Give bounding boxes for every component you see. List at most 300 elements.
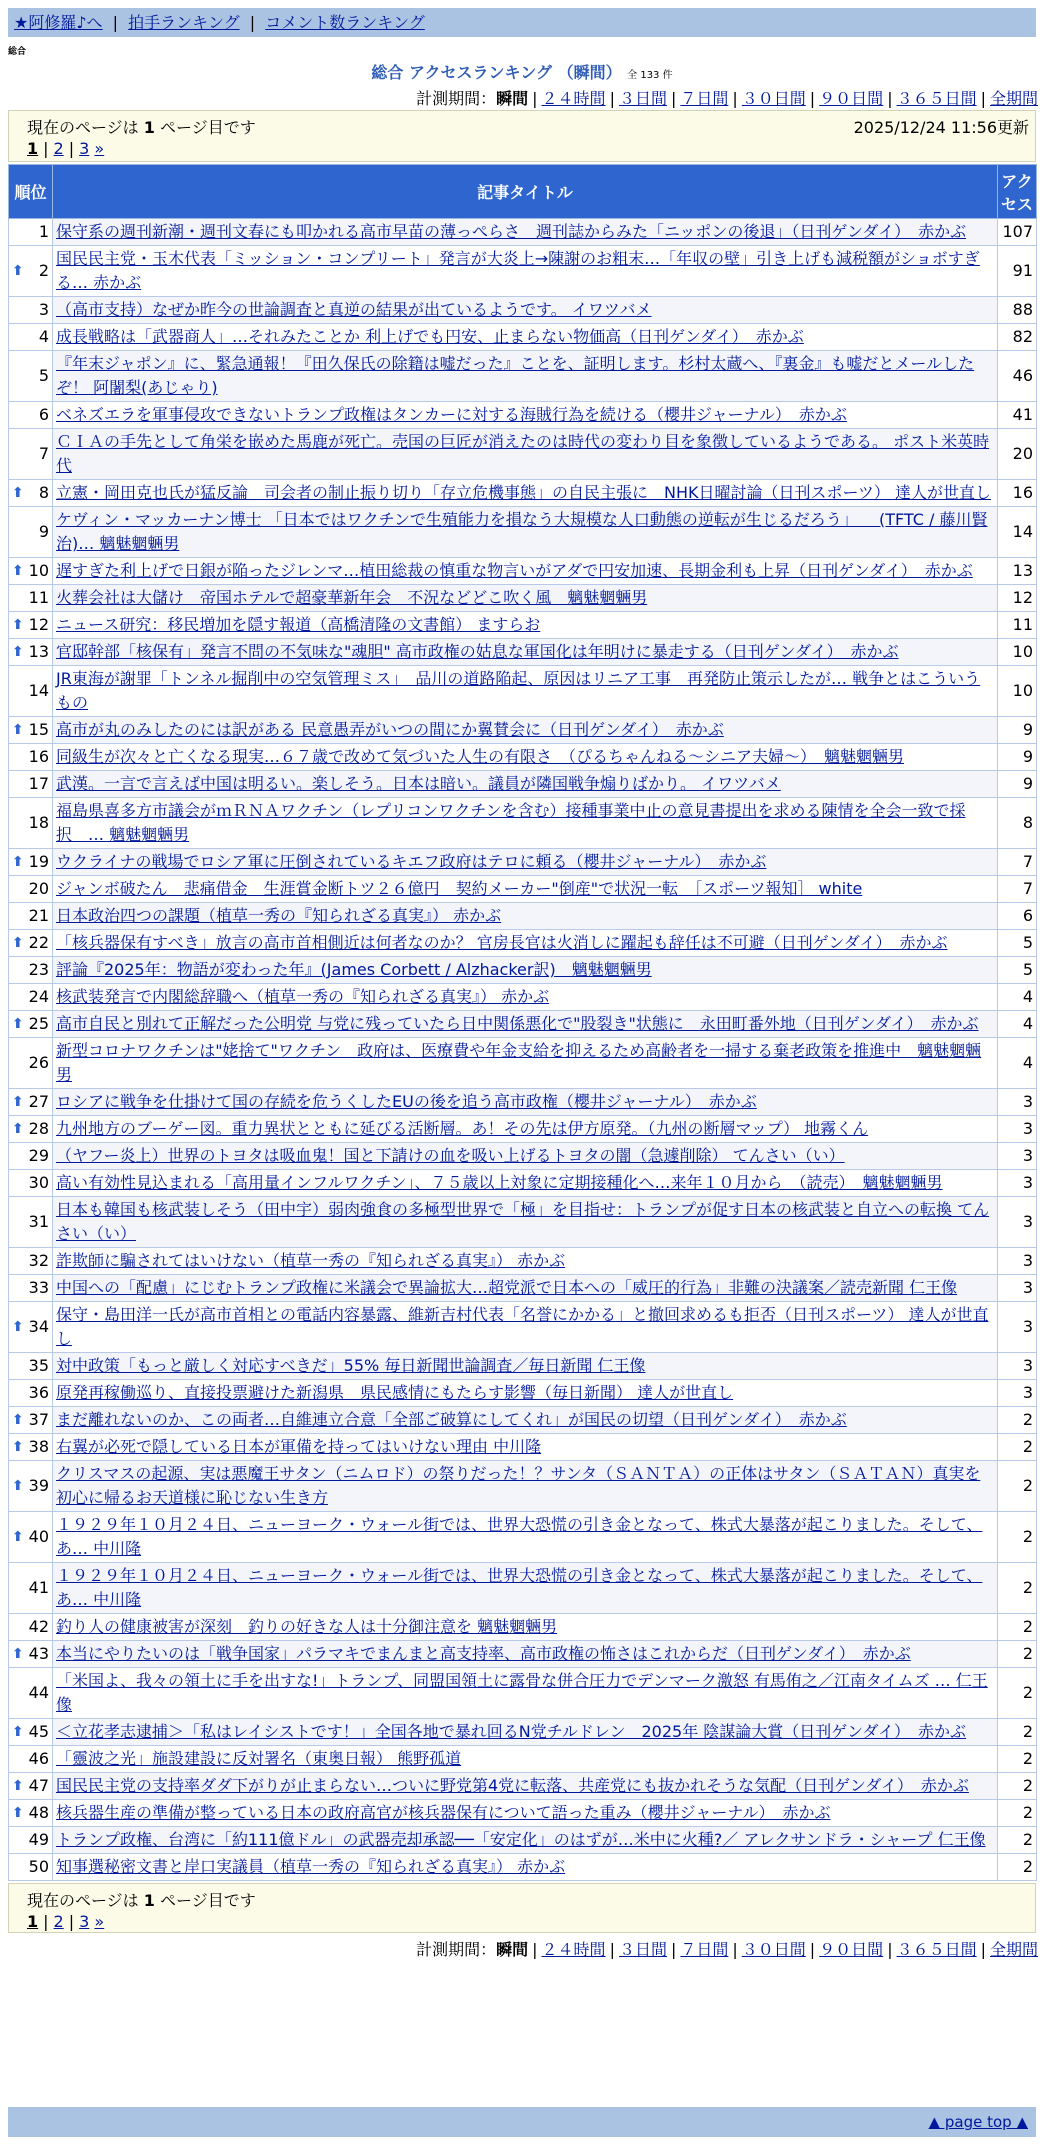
- total-count: 全 133 件: [627, 70, 673, 81]
- rank-cell: [9, 984, 53, 1011]
- rank-number: 43: [28, 1644, 49, 1663]
- nav-separator: |: [112, 13, 119, 32]
- period-separator: |: [670, 89, 677, 108]
- article-link[interactable]: 福島県喜多方市議会がｍＲＮＡワクチン（レプリコンワクチンを含む）接種事業中止の意見書提出を求める陳情を全会一致で採択 … 魑魅魍魎男: [56, 801, 966, 844]
- rank-cell: [9, 1563, 53, 1614]
- article-link[interactable]: ＣＩＡの手先として角栄を嵌めた馬鹿が死亡。売国の巨匠が消えたのは時代の変わり目を象徴しているようである。 ポスト米英時代: [56, 432, 990, 475]
- article-link[interactable]: （高市支持）なぜか昨今の世論調査と真逆の結果が出ているようです。 イワツバメ: [56, 300, 652, 319]
- table-row: [9, 1143, 1037, 1170]
- title-cell: [53, 1116, 998, 1143]
- rank-number: 6: [38, 405, 49, 424]
- period-link[interactable]: ３０日間: [741, 89, 806, 108]
- title-cell: [53, 429, 998, 480]
- access-count: 12: [998, 585, 1037, 612]
- period-link[interactable]: ９０日間: [819, 1940, 884, 1959]
- up-arrow-icon: ⬆: [12, 617, 24, 633]
- article-link[interactable]: 高市自民と別れて正解だった公明党 与党に残っていたら日中関係悪化で"股裂き"状態に 永田町番外地（日刊ゲンダイ） 赤かぶ: [56, 1014, 979, 1033]
- pager-page-link[interactable]: 3: [79, 1912, 90, 1931]
- rank-number: 33: [28, 1278, 49, 1297]
- access-count: 2: [998, 1746, 1037, 1773]
- period-separator: |: [670, 1940, 677, 1959]
- table-row: [9, 1302, 1037, 1353]
- rank-cell: [9, 1011, 53, 1038]
- article-link[interactable]: 遅すぎた利上げで日銀が陥ったジレンマ…植田総裁の慎重な物言いがアダで円安加速、長期金利も上昇（日刊ゲンダイ） 赤かぶ: [56, 561, 973, 580]
- article-link[interactable]: ロシアに戦争を仕掛けて国の存続を危うくしたEUの後を追う高市政権（櫻井ジャーナル） 赤かぶ: [56, 1092, 757, 1111]
- applause-ranking-link[interactable]: 拍手ランキング: [128, 13, 240, 32]
- article-link[interactable]: 釣り人の健康被害が深刻 釣りの好きな人は十分御注意を 魑魅魍魎男: [56, 1617, 558, 1636]
- rank-number: 16: [28, 747, 49, 766]
- access-count: 7: [998, 849, 1037, 876]
- title-cell: [53, 1089, 998, 1116]
- access-count: 88: [998, 297, 1037, 324]
- period-separator: |: [532, 89, 538, 108]
- article-link[interactable]: 九州地方のブーゲー図。重力異状とともに延びる活断層。あ！その先は伊方原発。（九州の断層マップ） 地霧くん: [56, 1119, 869, 1138]
- article-link[interactable]: ウクライナの戦場でロシア軍に圧倒されているキエフ政府はテロに頼る（櫻井ジャーナル） 赤かぶ: [56, 852, 767, 871]
- up-arrow-icon: ⬆: [12, 1646, 24, 1662]
- article-link[interactable]: 日本政治四つの課題（植草一秀の『知られざる真実』） 赤かぶ: [56, 906, 502, 925]
- title-cell: [53, 1197, 998, 1248]
- title-cell: [53, 1746, 998, 1773]
- table-row: [9, 402, 1037, 429]
- access-count: 2: [998, 1614, 1037, 1641]
- pager-separator: |: [68, 139, 75, 158]
- table-row: [9, 666, 1037, 717]
- access-count: 2: [998, 1563, 1037, 1614]
- access-count: 20: [998, 429, 1037, 480]
- page-top-link[interactable]: ▲ page top ▲: [928, 2113, 1028, 2131]
- updated-timestamp: 2025/12/24 11:56更新: [853, 118, 1029, 137]
- table-row: [9, 1461, 1037, 1512]
- rank-number: 20: [28, 879, 49, 898]
- access-count: 11: [998, 612, 1037, 639]
- rank-number: 8: [38, 483, 49, 502]
- article-link[interactable]: 中国への「配慮」にじむトランプ政権に米議会で異論拡大…超党派で日本への「威圧的行為」非難の決議案／読売新聞 仁王像: [56, 1278, 958, 1297]
- pager-page-link[interactable]: 2: [53, 1912, 64, 1931]
- article-link[interactable]: ケヴィン・マッカーナン博士 「日本ではワクチンで生殖能力を損なう大規模な人口動態の逆転が生じるだろう」 (TFTC / 藤川賢治)… 魑魅魍魎男: [56, 510, 988, 553]
- title-cell: [53, 1353, 998, 1380]
- rank-number: 49: [28, 1830, 49, 1849]
- rank-number: 1: [38, 222, 49, 241]
- rank-cell: [9, 1248, 53, 1275]
- access-count: 46: [998, 351, 1037, 402]
- article-link[interactable]: 右翼が必死で隠している日本が軍備を持ってはいけない理由 中川隆: [56, 1437, 542, 1456]
- article-link[interactable]: １９２９年１０月２４日、ニューヨーク・ウォール街では、世界大恐慌の引き金となって、株式大暴落が起こりました。そして、あ… 中川隆: [56, 1566, 983, 1609]
- rank-number: 42: [28, 1617, 49, 1636]
- access-count: 3: [998, 1089, 1037, 1116]
- up-arrow-icon: ⬆: [12, 1412, 24, 1428]
- page-info-bottom: [8, 1883, 1036, 1933]
- article-link[interactable]: まだ離れないのか、この両者…自維連立合意「全部ご破算にしてくれ」が国民の切望（日刊ゲンダイ） 赤かぶ: [56, 1410, 847, 1429]
- table-row: [9, 246, 1037, 297]
- access-count: 6: [998, 903, 1037, 930]
- title-cell: [53, 1668, 998, 1719]
- up-arrow-icon: ⬆: [12, 485, 24, 501]
- table-row: [9, 717, 1037, 744]
- article-link[interactable]: 『年末ジャポン』に、緊急通報！『田久保氏の除籍は嘘だった』ことを、証明します。杉村太蔵へ、『裏金』も嘘だとメールしたぞ！ 阿闍梨(あじゃり): [56, 354, 975, 397]
- period-link[interactable]: 全期間: [989, 1940, 1038, 1959]
- rank-cell: [9, 585, 53, 612]
- pagination: [27, 139, 104, 158]
- title-cell: [53, 771, 998, 798]
- access-count: 5: [998, 957, 1037, 984]
- table-row: [9, 744, 1037, 771]
- period-link[interactable]: ７日間: [680, 1940, 729, 1959]
- table-row: [9, 1248, 1037, 1275]
- title-cell: [53, 219, 998, 246]
- rank-number: 10: [28, 561, 49, 580]
- article-link[interactable]: 保守・島田洋一氏が高市首相との電話内容暴露、維新吉村代表「名誉にかかる」と撤回求めるも拒否（日刊スポーツ） 達人が世直し: [56, 1305, 989, 1348]
- rank-number: 29: [28, 1146, 49, 1165]
- rank-number: 47: [28, 1776, 49, 1795]
- title-cell: [53, 957, 998, 984]
- up-arrow-icon: ⬆: [12, 722, 24, 738]
- up-arrow-icon: ⬆: [12, 1121, 24, 1137]
- rank-number: 21: [28, 906, 49, 925]
- access-count: 2: [998, 1800, 1037, 1827]
- rank-cell: [9, 1380, 53, 1407]
- access-count: 3: [998, 1197, 1037, 1248]
- rank-cell: [9, 1275, 53, 1302]
- table-row: [9, 324, 1037, 351]
- access-count: 3: [998, 1116, 1037, 1143]
- rank-number: 9: [38, 522, 49, 541]
- article-link[interactable]: （ヤフー炎上）世界のトヨタは吸血鬼！国と下請けの血を吸い上げるトヨタの闇（急遽削除） てんさい（い）: [56, 1146, 845, 1165]
- table-row: [9, 429, 1037, 480]
- title-cell: [53, 1302, 998, 1353]
- up-arrow-icon: ⬆: [12, 1478, 24, 1494]
- table-row: [9, 1719, 1037, 1746]
- rank-number: 13: [28, 642, 49, 661]
- rank-cell: [9, 957, 53, 984]
- rank-number: 14: [28, 681, 49, 700]
- rank-number: 50: [28, 1857, 49, 1876]
- article-link[interactable]: 官邸幹部「核保有」発言不問の不気味な"魂胆" 高市政権の姑息な軍国化は年明けに暴走する（日刊ゲンダイ） 赤かぶ: [56, 642, 899, 661]
- access-count: 3: [998, 1380, 1037, 1407]
- period-link[interactable]: ３０日間: [741, 1940, 806, 1959]
- up-arrow-icon: ⬆: [12, 563, 24, 579]
- article-link[interactable]: 保守系の週刊新潮・週刊文春にも叩かれる高市早苗の薄っぺらさ 週刊誌からみた「ニッポンの後退」（日刊ゲンダイ） 赤かぶ: [56, 222, 967, 241]
- title-cell: [53, 507, 998, 558]
- article-link[interactable]: 原発再稼働巡り、直接投票避けた新潟県 県民感情にもたらす影響（毎日新聞） 達人が世直し: [56, 1383, 734, 1402]
- rank-cell: [9, 1407, 53, 1434]
- up-arrow-icon: ⬆: [12, 263, 24, 279]
- rank-number: 3: [38, 300, 49, 319]
- rank-cell: [9, 639, 53, 666]
- rank-number: 48: [28, 1803, 49, 1822]
- article-link[interactable]: 武漢。一言で言えば中国は明るい。楽しそう。日本は暗い。議員が隣国戦争煽りばかり。 イワツバメ: [56, 774, 781, 793]
- pager-page-link[interactable]: 3: [79, 139, 90, 158]
- title-cell: [53, 984, 998, 1011]
- title-cell: [53, 612, 998, 639]
- table-row: [9, 798, 1037, 849]
- table-row: [9, 1854, 1037, 1881]
- title-cell: [53, 744, 998, 771]
- pager-page-link[interactable]: 2: [53, 139, 64, 158]
- category-tag: 総合: [8, 47, 27, 57]
- up-arrow-icon: ⬆: [12, 1805, 24, 1821]
- rank-cell: [9, 1773, 53, 1800]
- rank-number: 40: [28, 1527, 49, 1546]
- rank-number: 2: [38, 261, 49, 280]
- access-count: 2: [998, 1668, 1037, 1719]
- rank-number: 19: [28, 852, 49, 871]
- rank-number: 12: [28, 615, 49, 634]
- period-link[interactable]: ７日間: [680, 89, 729, 108]
- rank-number: 27: [28, 1092, 49, 1111]
- article-link[interactable]: 「靈波之光」施設建設に反対署名（東奥日報） 熊野孤道: [56, 1749, 462, 1768]
- access-count: 3: [998, 1353, 1037, 1380]
- rank-cell: [9, 849, 53, 876]
- rank-number: 15: [28, 720, 49, 739]
- current-page-suffix: ページ目です: [160, 1891, 256, 1910]
- title-cell: [53, 849, 998, 876]
- title-cell: [53, 1380, 998, 1407]
- period-current: 瞬間: [496, 89, 529, 108]
- table-row: [9, 351, 1037, 402]
- title-cell: [53, 585, 998, 612]
- rank-number: 23: [28, 960, 49, 979]
- rank-number: 30: [28, 1173, 49, 1192]
- period-link[interactable]: ２４時間: [541, 89, 606, 108]
- period-link[interactable]: ３日間: [618, 89, 667, 108]
- period-separator: |: [809, 1940, 816, 1959]
- current-page-text: [27, 115, 256, 138]
- article-link[interactable]: ＜立花孝志逮捕＞「私はレイシストです！」全国各地で暴れ回るN党チルドレン 2025年 陰謀論大賞（日刊ゲンダイ） 赤かぶ: [56, 1722, 967, 1741]
- table-row: [9, 1197, 1037, 1248]
- table-row: [9, 558, 1037, 585]
- article-link[interactable]: １９２９年１０月２４日、ニューヨーク・ウォール街では、世界大恐慌の引き金となって、株式大暴落が起こりました。そして、あ… 中川隆: [56, 1515, 983, 1558]
- access-count: 14: [998, 507, 1037, 558]
- rank-cell: [9, 1719, 53, 1746]
- article-link[interactable]: 「米国よ、我々の領土に手を出すな!」トランプ、同盟国領土に露骨な併合圧力でデンマーク激怒 有馬侑之／江南タイムズ … 仁王像: [56, 1671, 988, 1714]
- rank-cell: [9, 1170, 53, 1197]
- table-row: [9, 1827, 1037, 1854]
- rank-number: 7: [38, 444, 49, 463]
- title-cell: [53, 876, 998, 903]
- rank-number: 37: [28, 1410, 49, 1429]
- article-link[interactable]: 本当にやりたいのは「戦争国家」パラマキでまんまと高支持率、高市政権の怖さはこれからだ（日刊ゲンダイ） 赤かぶ: [56, 1644, 911, 1663]
- rank-number: 24: [28, 987, 49, 1006]
- article-link[interactable]: 詐欺師に騙されてはいけない（植草一秀の『知られざる真実』） 赤かぶ: [56, 1251, 566, 1270]
- table-row: [9, 957, 1037, 984]
- rank-cell: [9, 903, 53, 930]
- title-cell: [53, 1038, 998, 1089]
- title-cell: [53, 402, 998, 429]
- rank-number: 11: [28, 588, 49, 607]
- rank-number: 5: [38, 366, 49, 385]
- title-cell: [53, 1248, 998, 1275]
- rank-cell: [9, 744, 53, 771]
- article-link[interactable]: 核武装発言で内閣総辞職へ（植草一秀の『知られざる真実』） 赤かぶ: [56, 987, 550, 1006]
- access-count: 4: [998, 1011, 1037, 1038]
- pager-current-page: 1: [27, 1912, 39, 1931]
- access-count: 3: [998, 1143, 1037, 1170]
- title-cell: [53, 1434, 998, 1461]
- title-cell: [53, 1143, 998, 1170]
- period-link[interactable]: ２４時間: [541, 1940, 606, 1959]
- period-link[interactable]: ３日間: [618, 1940, 667, 1959]
- comment-ranking-link[interactable]: コメント数ランキング: [265, 13, 425, 32]
- article-link[interactable]: 知事選秘密文書と岸口実議員（植草一秀の『知られざる真実』） 赤かぶ: [56, 1857, 566, 1876]
- rank-cell: [9, 1434, 53, 1461]
- access-count: 41: [998, 402, 1037, 429]
- rank-number: 39: [28, 1476, 49, 1495]
- home-link[interactable]: ★阿修羅♪へ: [14, 13, 103, 32]
- rank-cell: [9, 1302, 53, 1353]
- pager-separator: |: [68, 1912, 75, 1931]
- footer-bar: [8, 2107, 1036, 2137]
- period-selector-top: [416, 86, 1038, 109]
- current-page-prefix: 現在のページは: [27, 1891, 139, 1910]
- title-cell: [53, 558, 998, 585]
- period-separator: |: [809, 89, 816, 108]
- article-link[interactable]: トランプ政権、台湾に「約111億ドル」の武器売却承認──「安定化」のはずが…米中に火種?／ アレクサンドラ・シャープ 仁王像: [56, 1830, 986, 1849]
- access-count: 2: [998, 1407, 1037, 1434]
- rank-cell: [9, 798, 53, 849]
- period-separator: |: [732, 89, 738, 108]
- access-count: 10: [998, 666, 1037, 717]
- table-row: [9, 984, 1037, 1011]
- article-link[interactable]: 評論『2025年：物語が変わった年』(James Corbett / Alzhacker訳) 魑魅魍魎男: [56, 960, 652, 979]
- article-link[interactable]: 国民民主党の支持率ダダ下がりが止まらない…ついに野党第4党に転落、共産党にも抜かれそうな気配（日刊ゲンダイ） 赤かぶ: [56, 1776, 969, 1795]
- access-count: 2: [998, 1854, 1037, 1881]
- article-link[interactable]: JR東海が謝罪「トンネル掘削中の空気管理ミス」 品川の道路陥起、原因はリニア工事 再発防止策示したが… 戦争とはこういうもの: [56, 669, 981, 712]
- access-count: 3: [998, 1248, 1037, 1275]
- rank-number: 28: [28, 1119, 49, 1138]
- table-row: [9, 930, 1037, 957]
- rank-cell: [9, 1668, 53, 1719]
- access-count: 3: [998, 1302, 1037, 1353]
- article-link[interactable]: ジャンボ破たん 悲痛借金 生涯賞金断トツ２６億円 契約メーカー"倒産"で状況一転 ［スポーツ報知］ white: [56, 879, 863, 898]
- rank-cell: [9, 876, 53, 903]
- rank-number: 26: [28, 1053, 49, 1072]
- rank-cell: [9, 1197, 53, 1248]
- access-count: 8: [998, 798, 1037, 849]
- period-separator: |: [532, 1940, 538, 1959]
- article-link[interactable]: 新型コロナワクチンは"姥捨て"ワクチン 政府は、医療費や年金支給を抑えるため高齢者を一掃する棄老政策を推進中 魑魅魍魎男: [56, 1041, 982, 1084]
- page-info-top: [8, 110, 1036, 162]
- table-row: [9, 219, 1037, 246]
- current-page-suffix: ページ目です: [160, 118, 256, 137]
- rank-cell: [9, 771, 53, 798]
- access-count: 107: [998, 219, 1037, 246]
- period-label: 計測期間：: [416, 1940, 497, 1959]
- article-link[interactable]: 「核兵器保有すべき」放言の高市首相側近は何者なのか？ 官房長官は火消しに躍起も辞任は不可避（日刊ゲンダイ） 赤かぶ: [56, 933, 948, 952]
- access-count: 13: [998, 558, 1037, 585]
- article-link[interactable]: 火葬会社は大儲け 帝国ホテルで超豪華新年会 不況などどこ吹く風 魑魅魍魎男: [56, 588, 648, 607]
- table-row: [9, 1011, 1037, 1038]
- article-link[interactable]: ニュース研究：移民増加を隠す報道（高橋清隆の文書館） ますらお: [56, 615, 541, 634]
- table-row: [9, 297, 1037, 324]
- rank-number: 46: [28, 1749, 49, 1768]
- article-link[interactable]: 成長戦略は「武器商人」…それみたことか 利上げでも円安、止まらない物価高（日刊ゲンダイ） 赤かぶ: [56, 327, 804, 346]
- access-count: 2: [998, 1512, 1037, 1563]
- article-link[interactable]: ベネズエラを軍事侵攻できないトランプ政権はタンカーに対する海賊行為を続ける（櫻井ジャーナル） 赤かぶ: [56, 405, 847, 424]
- rank-cell: [9, 1116, 53, 1143]
- article-link[interactable]: 高市が丸のみしたのには訳がある 民意愚弄がいつの間にか翼賛会に（日刊ゲンダイ） 赤かぶ: [56, 720, 724, 739]
- pager-next-link[interactable]: »: [94, 139, 105, 158]
- article-link[interactable]: 日本も韓国も核武装しそう（田中宇）弱肉強食の多極型世界で「極」を目指せ：トランプが促す日本の核武装と自立への転換 てんさい（い）: [56, 1200, 990, 1243]
- table-row: [9, 1773, 1037, 1800]
- top-nav-bar: [8, 8, 1036, 37]
- period-label: 計測期間：: [416, 89, 497, 108]
- table-row: [9, 1275, 1037, 1302]
- period-link[interactable]: ９０日間: [819, 89, 884, 108]
- pager-next-link[interactable]: »: [94, 1912, 105, 1931]
- pagination: [27, 1912, 104, 1931]
- title-cell: [53, 1170, 998, 1197]
- rank-cell: [9, 1746, 53, 1773]
- page-title: [0, 60, 1044, 83]
- access-count: 2: [998, 1719, 1037, 1746]
- period-link[interactable]: ３６５日間: [896, 89, 977, 108]
- access-count: 2: [998, 1434, 1037, 1461]
- period-separator: |: [887, 89, 893, 108]
- table-row: [9, 1614, 1037, 1641]
- rank-cell: [9, 558, 53, 585]
- table-row: [9, 1668, 1037, 1719]
- up-arrow-icon: ⬆: [12, 1724, 24, 1740]
- article-link[interactable]: 核兵器生産の準備が整っている日本の政府高官が核兵器保有について語った重み（櫻井ジャーナル） 赤かぶ: [56, 1803, 831, 1822]
- title-column-header: 記事タイトル: [53, 165, 998, 219]
- title-cell: [53, 903, 998, 930]
- table-row: [9, 585, 1037, 612]
- title-cell: [53, 1800, 998, 1827]
- table-row: [9, 1563, 1037, 1614]
- pager-separator: |: [43, 1912, 49, 1931]
- title-cell: [53, 1827, 998, 1854]
- period-separator: |: [732, 1940, 738, 1959]
- table-row: [9, 1434, 1037, 1461]
- access-count: 82: [998, 324, 1037, 351]
- rank-cell: [9, 402, 53, 429]
- table-row: [9, 1512, 1037, 1563]
- page-title-text: 総合 アクセスランキング （瞬間）: [371, 63, 622, 82]
- title-cell: [53, 1614, 998, 1641]
- access-count: 4: [998, 984, 1037, 1011]
- period-link[interactable]: ３６５日間: [896, 1940, 977, 1959]
- title-cell: [53, 639, 998, 666]
- rank-cell: [9, 1038, 53, 1089]
- rank-number: 32: [28, 1251, 49, 1270]
- article-link[interactable]: 同級生が次々と亡くなる現実…６７歳で改めて気づいた人生の有限さ （ぴるちゃんねる〜シニア夫婦〜） 魑魅魍魎男: [56, 747, 905, 766]
- title-cell: [53, 1719, 998, 1746]
- access-count: 2: [998, 1641, 1037, 1668]
- period-link[interactable]: 全期間: [989, 89, 1038, 108]
- rank-cell: [9, 1614, 53, 1641]
- rank-number: 36: [28, 1383, 49, 1402]
- article-link[interactable]: 高い有効性見込まれる「高用量インフルワクチン」、７５歳以上対象に定期接種化へ…来年１０月から （読売） 魑魅魍魎男: [56, 1173, 943, 1192]
- table-row: [9, 1353, 1037, 1380]
- rank-number: 41: [28, 1578, 49, 1597]
- up-arrow-icon: ⬆: [12, 935, 24, 951]
- article-link[interactable]: クリスマスの起源、実は悪魔王サタン（ニムロド）の祭りだった！？サンタ（ＳＡＮＴＡ）の正体はサタン（ＳＡＴＡＮ）真実を初心に帰るお天道様に恥じない生き方: [56, 1464, 981, 1507]
- up-arrow-icon: ⬆: [12, 1319, 24, 1335]
- rank-cell: [9, 717, 53, 744]
- article-link[interactable]: 対中政策「もっと厳しく対応すべきだ」55% 毎日新聞世論調査／毎日新聞 仁王像: [56, 1356, 646, 1375]
- access-count: 5: [998, 930, 1037, 957]
- rank-cell: [9, 1512, 53, 1563]
- access-count: 9: [998, 744, 1037, 771]
- title-cell: [53, 1011, 998, 1038]
- up-arrow-icon: ⬆: [12, 1778, 24, 1794]
- title-cell: [53, 1641, 998, 1668]
- access-count: 9: [998, 771, 1037, 798]
- article-link[interactable]: 国民民主党・玉木代表「ミッション・コンプリート」発言が大炎上→陳謝のお粗末…「年収の壁」引き上げも減税額がショボすぎる… 赤かぶ: [56, 249, 980, 292]
- article-link[interactable]: 立憲・岡田克也氏が猛反論 司会者の制止振り切り「存立危機事態」の自民主張に NHK日曜討論（日刊スポーツ） 達人が世直し: [56, 483, 991, 502]
- table-row: [9, 1746, 1037, 1773]
- rank-cell: [9, 930, 53, 957]
